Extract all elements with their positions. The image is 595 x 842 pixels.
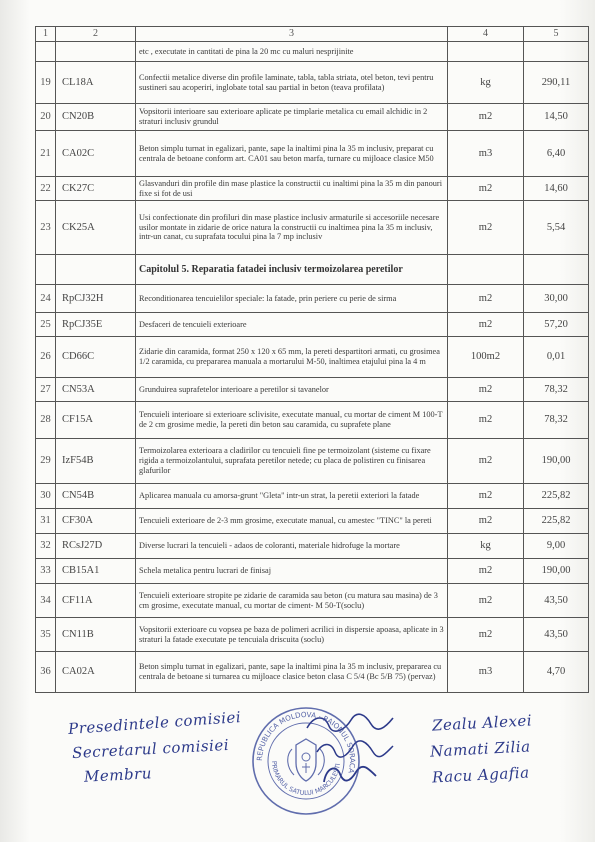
chapter-title: Capitolul 5. Reparatia fatadei inclusiv termoizolarea peretilor xyxy=(136,255,448,285)
item-description: Schela metalica pentru lucrari de finisaj xyxy=(136,559,448,584)
table-row xyxy=(36,131,589,177)
row-number: 30 xyxy=(36,484,56,509)
item-quantity: 290,11 xyxy=(524,62,589,104)
item-code: RpCJ32H xyxy=(56,285,136,313)
table-row xyxy=(36,177,589,201)
item-unit: m3 xyxy=(448,131,524,177)
row-number: 32 xyxy=(36,534,56,559)
item-quantity: 9,00 xyxy=(524,534,589,559)
item-quantity: 78,32 xyxy=(524,378,589,402)
row-number: 29 xyxy=(36,439,56,484)
item-quantity: 0,01 xyxy=(524,337,589,378)
president-label: Presedintele comisiei xyxy=(67,707,242,739)
item-unit: kg xyxy=(448,534,524,559)
table-row xyxy=(36,584,589,618)
row-number: 25 xyxy=(36,313,56,337)
row-number: 35 xyxy=(36,618,56,652)
name-3: Racu Agafia xyxy=(431,763,530,787)
row-number: 31 xyxy=(36,509,56,534)
item-description: Tencuieli interioare si exterioare sclivisite, executate manual, cu mortar de ciment M 100-T de 2 cm grosime medie, la pereti din beton sau caramida, cu suprafete plane xyxy=(136,402,448,439)
table-row xyxy=(36,402,589,439)
item-quantity: 57,20 xyxy=(524,313,589,337)
item-description: Usi confectionate din profiluri din mase plastice inclusiv armaturile si accesoriile necesare usilor montate in zidarie de orice natura la constructii cu inaltimea pina la 35 m inclusiv, intr-un canat, cu suprafata tocului pina la 7 mp inclusiv xyxy=(136,201,448,255)
estimate-table-container xyxy=(35,26,588,693)
estimate-table xyxy=(35,26,589,693)
item-quantity: 225,82 xyxy=(524,484,589,509)
row-number: 21 xyxy=(36,131,56,177)
item-unit: m2 xyxy=(448,559,524,584)
item-quantity: 14,50 xyxy=(524,104,589,131)
table-row xyxy=(36,509,589,534)
row-number: 20 xyxy=(36,104,56,131)
member-label: Membru xyxy=(83,764,153,786)
official-stamp xyxy=(250,705,362,817)
row-number: 23 xyxy=(36,201,56,255)
item-quantity: 225,82 xyxy=(524,509,589,534)
stamp-outer-text: REPUBLICA MOLDOVA · RAIONUL SORACA xyxy=(254,709,358,775)
item-unit: m2 xyxy=(448,313,524,337)
item-description: Beton simplu turnat in egalizari, pante, sape la inaltimi pina la 35 m inclusiv, prepararea cu centrala de betoane si turnarea cu mijloace clasice beton clasa C 5/4 (Bc 5/B 75) (pervaz) xyxy=(136,652,448,693)
table-row xyxy=(36,618,589,652)
row-number: 34 xyxy=(36,584,56,618)
row-number: 24 xyxy=(36,285,56,313)
item-description: Reconditionarea tencuielilor speciale: la fatade, prin periere cu perie de sirma xyxy=(136,285,448,313)
item-description: Beton simplu turnat in egalizari, pante, sape la inaltimi pina la 35 m inclusiv, preparat cu centrala de betoane conform art. CA01 sau beton marfa, turnare cu mijloace clasice M50 xyxy=(136,131,448,177)
header-col-5: 5 xyxy=(524,27,589,42)
item-unit: m2 xyxy=(448,104,524,131)
item-quantity: 78,32 xyxy=(524,402,589,439)
header-col-3: 3 xyxy=(136,27,448,42)
item-quantity: 30,00 xyxy=(524,285,589,313)
item-unit: m2 xyxy=(448,618,524,652)
row-number: 27 xyxy=(36,378,56,402)
continuation-description: etc , executate in cantitati de pina la 20 mc cu maluri nesprijinite xyxy=(136,42,448,62)
item-code: IzF54B xyxy=(56,439,136,484)
item-code: CA02A xyxy=(56,652,136,693)
table-row xyxy=(36,285,589,313)
item-unit: m2 xyxy=(448,439,524,484)
item-code: CB15A1 xyxy=(56,559,136,584)
item-description: Vopsitorii interioare sau exterioare aplicate pe timplarie metalica cu email alchidic in 2 straturi inclusiv grundul xyxy=(136,104,448,131)
table-row xyxy=(36,104,589,131)
header-col-2: 2 xyxy=(56,27,136,42)
table-row xyxy=(36,484,589,509)
table-row xyxy=(36,378,589,402)
item-code: CN11B xyxy=(56,618,136,652)
header-col-4: 4 xyxy=(448,27,524,42)
item-unit: m2 xyxy=(448,584,524,618)
stamp-inner-text: PRIMARUL SATULUI MARCULESTI xyxy=(269,760,342,798)
item-description: Vopsitorii exterioare cu vopsea pe baza de polimeri acrilici in dispersie apoasa, aplicate in 3 straturi la fatade executate pe tencuiala driscuita (soclu) xyxy=(136,618,448,652)
item-code: CL18A xyxy=(56,62,136,104)
item-description: Grunduirea suprafetelor interioare a peretilor si tavanelor xyxy=(136,378,448,402)
item-unit: m2 xyxy=(448,402,524,439)
table-row xyxy=(36,559,589,584)
item-description: Termoizolarea exterioara a cladirilor cu tencuieli fine pe termoizolant (sisteme cu fixare rigida a termoizolantului, suprafata peretilor netede; cu placa de polistiren cu finisarea glafurilor xyxy=(136,439,448,484)
header-col-1: 1 xyxy=(36,27,56,42)
item-code: CF30A xyxy=(56,509,136,534)
row-number: 19 xyxy=(36,62,56,104)
item-code: RpCJ35E xyxy=(56,313,136,337)
table-row xyxy=(36,652,589,693)
item-quantity: 190,00 xyxy=(524,439,589,484)
item-code: CK27C xyxy=(56,177,136,201)
name-1: Zealu Alexei xyxy=(431,711,533,735)
item-unit: m2 xyxy=(448,378,524,402)
row-number: 28 xyxy=(36,402,56,439)
item-unit: kg xyxy=(448,62,524,104)
item-code: RCsJ27D xyxy=(56,534,136,559)
item-unit: m2 xyxy=(448,177,524,201)
item-quantity: 43,50 xyxy=(524,584,589,618)
item-description: Desfaceri de tencuieli exterioare xyxy=(136,313,448,337)
item-description: Diverse lucrari la tencuieli - adaos de coloranti, materiale hidrofuge la mortare xyxy=(136,534,448,559)
item-description: Confectii metalice diverse din profile laminate, tabla, tabla striata, otel beton, tevi pentru sustineri sau acoperiri, inglobate total sau partial in beton (teava profilata) xyxy=(136,62,448,104)
item-unit: m2 xyxy=(448,484,524,509)
table-row xyxy=(36,439,589,484)
item-quantity: 5,54 xyxy=(524,201,589,255)
item-unit: m2 xyxy=(448,201,524,255)
item-code: CF15A xyxy=(56,402,136,439)
item-code: CN53A xyxy=(56,378,136,402)
table-row xyxy=(36,201,589,255)
coat-of-arms-icon xyxy=(288,739,325,781)
item-unit: m3 xyxy=(448,652,524,693)
item-unit: 100m2 xyxy=(448,337,524,378)
item-code: CK25A xyxy=(56,201,136,255)
name-2: Namati Zilia xyxy=(429,737,531,761)
table-row xyxy=(36,337,589,378)
signature-area xyxy=(0,700,595,842)
header-row xyxy=(36,27,589,42)
item-quantity: 190,00 xyxy=(524,559,589,584)
item-description: Glasvanduri din profile din mase plastice la constructii cu inaltimi pina la 35 m din panouri fixe si fot de usi xyxy=(136,177,448,201)
chapter-row xyxy=(36,255,589,285)
secretary-label: Secretarul comisiei xyxy=(71,735,230,763)
row-number: 33 xyxy=(36,559,56,584)
row-number: 36 xyxy=(36,652,56,693)
row-number: 26 xyxy=(36,337,56,378)
item-description: Tencuieli exterioare stropite pe zidarie de caramida sau beton (cu matura sau masina) de 3 cm grosime, executate manual, cu mortar de ciment- M 50-T(soclu) xyxy=(136,584,448,618)
item-quantity: 43,50 xyxy=(524,618,589,652)
item-code: CN20B xyxy=(56,104,136,131)
item-quantity: 6,40 xyxy=(524,131,589,177)
item-unit: m2 xyxy=(448,509,524,534)
item-code: CN54B xyxy=(56,484,136,509)
item-description: Zidarie din caramida, format 250 x 120 x 65 mm, la pereti despartitori armati, cu grosimea 1/2 caramida, cu prepararea manuala a mortarului M-50, inaltimea etajului pina la 4 m xyxy=(136,337,448,378)
item-description: Tencuieli exterioare de 2-3 mm grosime, executate manual, cu amestec "TINC" la pereti xyxy=(136,509,448,534)
item-unit: m2 xyxy=(448,285,524,313)
item-code: CF11A xyxy=(56,584,136,618)
item-quantity: 4,70 xyxy=(524,652,589,693)
table-row xyxy=(36,534,589,559)
continuation-row xyxy=(36,42,589,62)
item-code: CA02C xyxy=(56,131,136,177)
item-description: Aplicarea manuala cu amorsa-grunt "Gleta" intr-un strat, la peretii exteriori la fatade xyxy=(136,484,448,509)
item-code: CD66C xyxy=(56,337,136,378)
table-row xyxy=(36,62,589,104)
row-number: 22 xyxy=(36,177,56,201)
item-quantity: 14,60 xyxy=(524,177,589,201)
table-row xyxy=(36,313,589,337)
